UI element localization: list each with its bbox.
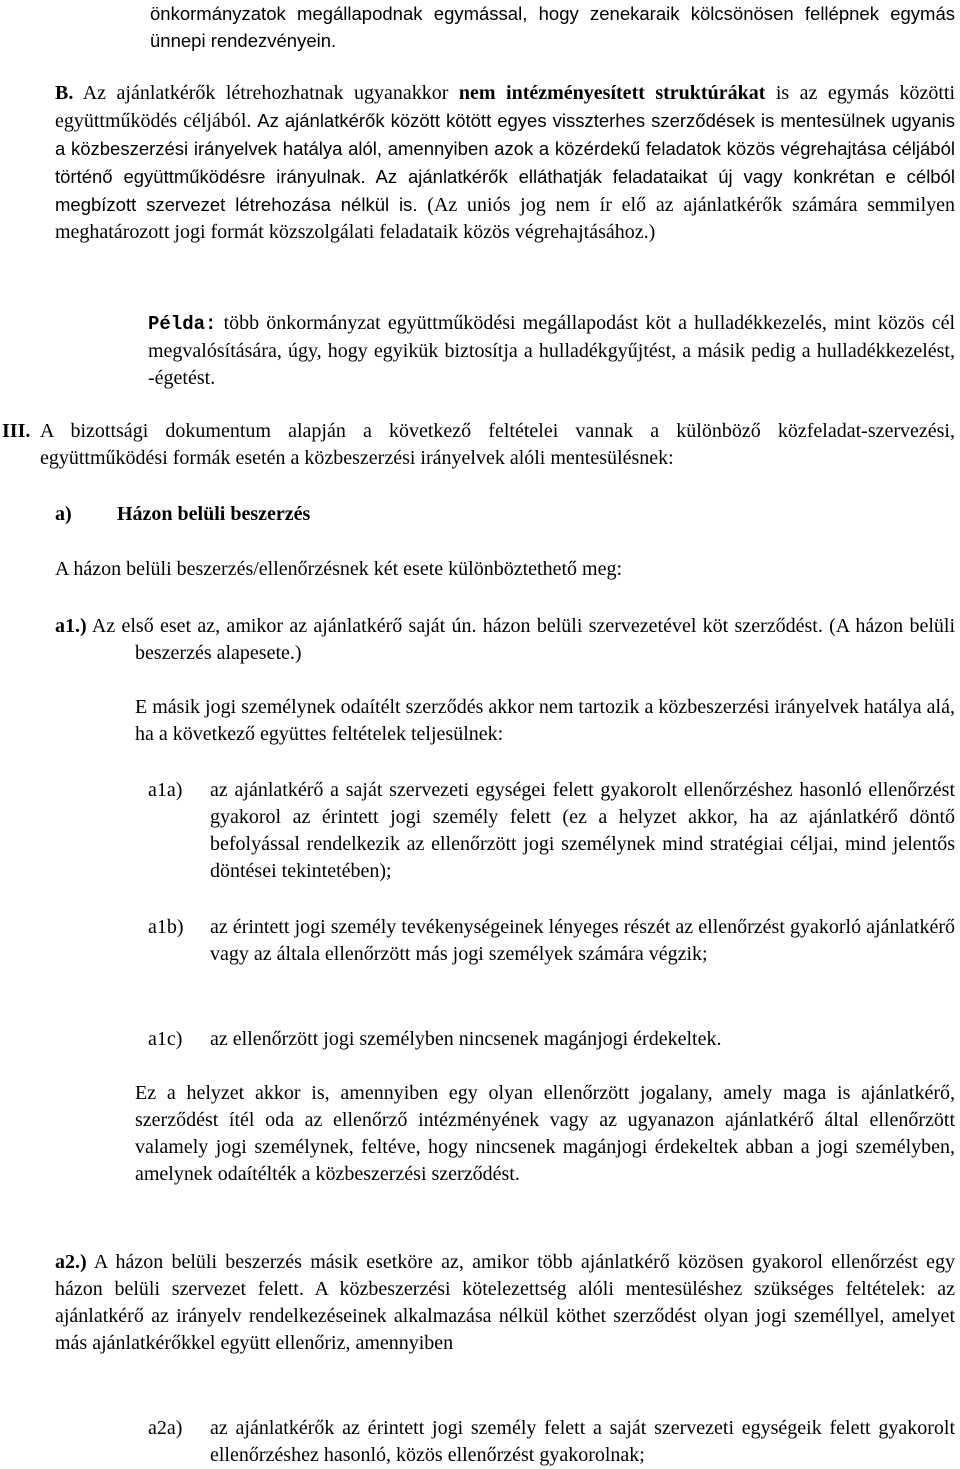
a1-para3-text: Ez a helyzet akkor is, amennyiben egy olyan ellenőrzött jogalany, amely maga is ajánlatkérő, szerződést ítél oda az ellenőrző intézményének vagy az ugyanazon ajánlatkérő által ellenőrzött valamely jogi személynek, feltéve, hogy nincsenek magánjogi érdekeltek abban a jogi személyben, amelynek odaítélték a közbeszerzési szerződést. — [135, 1082, 955, 1185]
a1-para3 — [135, 1080, 955, 1188]
sub-a-intro — [55, 556, 955, 583]
section-iii — [2, 418, 955, 472]
sub-a-intro-text: A házon belüli beszerzés/ellenőrzésnek két esete különböztethető meg: — [55, 558, 623, 580]
a1b-text: az érintett jogi személy tevékenységeinek lényeges részét az ellenőrzést gyakorló ajánlatkérő vagy az általa ellenőrzött más jogi személyek számára végzik; — [210, 916, 955, 965]
a1b-item — [148, 914, 955, 968]
a1a-item — [148, 777, 955, 885]
a1-para2 — [135, 694, 955, 748]
a1b-label: a1b) — [148, 916, 184, 938]
intro-text: önkormányzatok megállapodnak egymással, hogy zenekaraik kölcsönösen fellépnek egymás ünnepi rendezvényein. — [150, 3, 955, 51]
a2a-text: az ajánlatkérők az érintett jogi személy felett a saját szervezeti egységeik felett gyakorolt ellenőrzéshez hasonló, közös ellenőrzést gyakorolnak; — [210, 1417, 955, 1466]
section-b-text-bold: nem intézményesített struktúrákat — [458, 82, 766, 104]
intro-paragraph — [150, 0, 955, 54]
a2-text: A házon belüli beszerzés másik esetköre az, amikor több ajánlatkérő közösen gyakorol ellenőrzést egy házon belüli szervezet felett. A közbeszerzési kötelezettség alóli mentesüléshez szükséges feltételek: az ajánlatkérő az irányelv rendelkezéseinek alkalmazása nélkül köthet szerződést olyan jogi személlyel, amelyet más ajánlatkérőkkel együtt ellenőriz, amennyiben — [55, 1251, 955, 1354]
a1c-label: a1c) — [148, 1028, 183, 1050]
a2a-label: a2a) — [148, 1417, 183, 1439]
sub-a-label: a) — [55, 503, 72, 525]
a1-text: Az első eset az, amikor az ajánlatkérő saját ún. házon belüli szervezetével köt szerződést. (A házon belüli beszerzés alapesete.) — [91, 615, 956, 664]
section-b-paragraph — [55, 80, 955, 246]
section-b-text-end: (Az uniós jog nem ír elő az ajánlatkérők számára semmilyen meghatározott jogi formát közszolgálati feladataik közös végrehajtásához.) — [55, 194, 955, 243]
example-label: Példa: — [148, 313, 217, 335]
a1-paragraph — [55, 613, 955, 667]
a1c-item — [148, 1026, 955, 1053]
example-text: több önkormányzat együttműködési megállapodást köt a hulladékkezelés, mint közös cél megvalósítására, úgy, hogy egyikük biztosítja a hulladékgyűjtést, a másik pedig a hulladékkezelést, -égetést. — [148, 312, 956, 389]
section-iii-label: III. — [2, 420, 31, 442]
section-b — [55, 80, 955, 246]
a1a-text: az ajánlatkérő a saját szervezeti egységei felett gyakorolt ellenőrzéshez hasonló ellenőrzést gyakorol az érintett jogi személy felett (ez a helyzet akkor, ha az ajánlatkérő döntő befolyással rendelkezik az ellenőrzött jogi személynek mind stratégiai céljai, mind jelentős döntései tekintetében); — [210, 779, 955, 882]
example-paragraph — [148, 310, 955, 392]
section-b-text-pre: Az ajánlatkérők létrehozhatnak ugyanakkor — [82, 82, 449, 104]
a1-block — [55, 613, 955, 667]
a1-label: a1.) — [55, 615, 87, 637]
section-b-label: B. — [55, 82, 74, 104]
sub-a-heading-row — [55, 501, 955, 528]
a2-label: a2.) — [55, 1251, 87, 1273]
a2-block — [55, 1249, 955, 1357]
a1c-text: az ellenőrzött jogi személyben nincsenek magánjogi érdekeltek. — [210, 1028, 722, 1050]
sub-a-heading: Házon belüli beszerzés — [117, 503, 311, 525]
a2a-item — [148, 1415, 955, 1469]
a2-paragraph — [55, 1249, 955, 1357]
example-block — [148, 310, 955, 392]
section-b-text-sans: Az ajánlatkérők között kötött egyes visszterhes szerződések is mentesülnek ugyanis a közbeszerzési irányelvek hatálya alól, amennyiben azok a közérdekű feladatok közös végrehajtása céljából történő együttműködésre irányulnak. Az ajánlatkérők elláthatják feladataikat új vagy konkrétan e célból megbízott szervezet létrehozása nélkül is. — [55, 110, 955, 215]
a1a-label: a1a) — [148, 779, 183, 801]
section-b-text-mid: is az egymás közötti együttműködés céljából. — [55, 82, 956, 132]
section-iii-text: A bizottsági dokumentum alapján a következő feltételei vannak a különböző közfeladat-szervezési, együttműködési formák esetén a közbeszerzési irányelvek alóli mentesülésnek: — [40, 420, 955, 469]
a1-para2-text: E másik jogi személynek odaítélt szerződés akkor nem tartozik a közbeszerzési irányelvek hatálya alá, ha a következő együttes feltételek teljesülnek: — [135, 696, 955, 745]
